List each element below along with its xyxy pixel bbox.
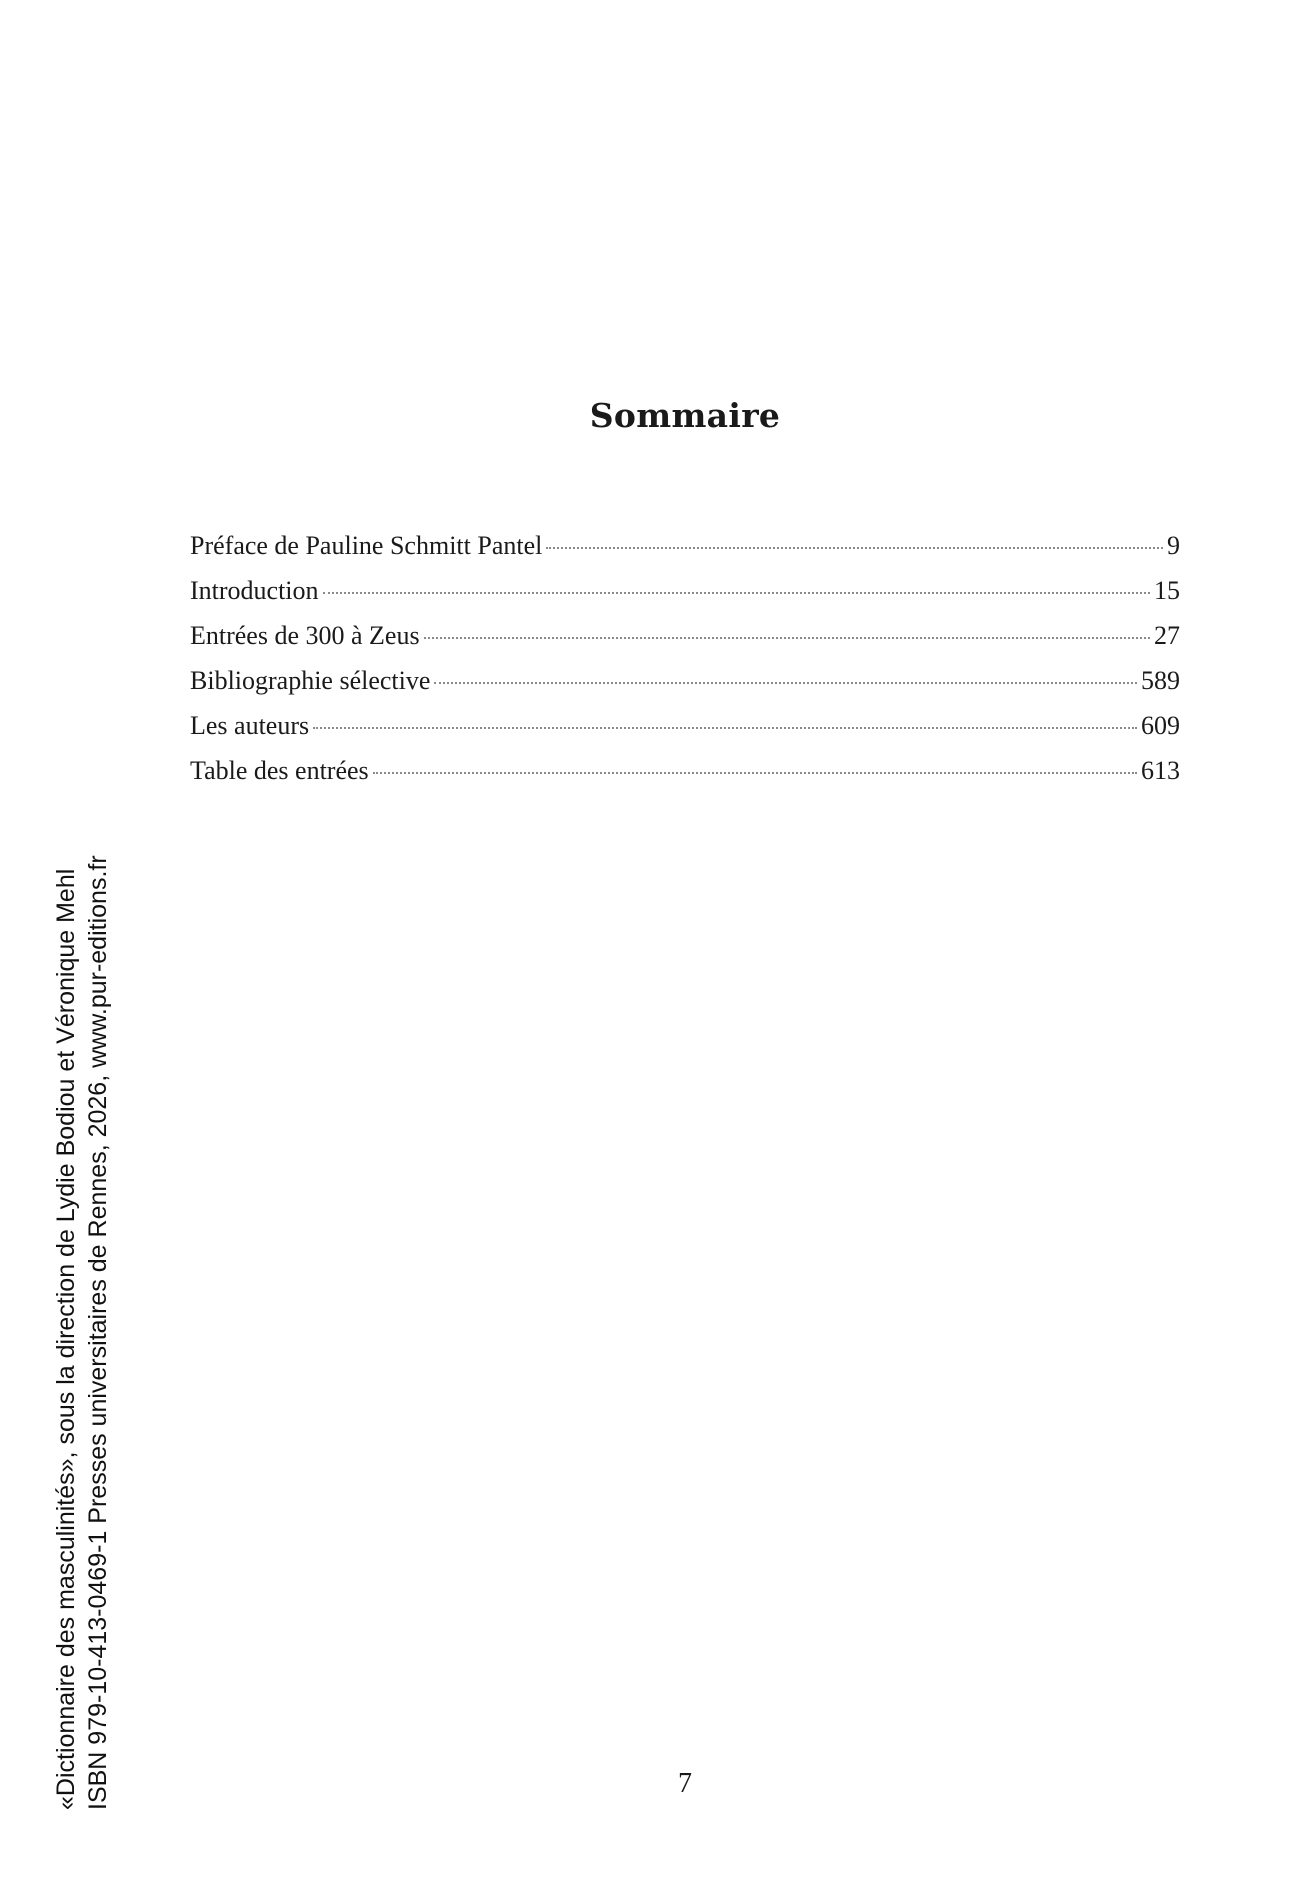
toc-leader-dots [323, 592, 1150, 594]
toc-entry-label: Bibliographie sélective [190, 666, 431, 695]
copyright-side-note [50, 855, 114, 1810]
toc-entry-page: 613 [1141, 756, 1180, 785]
toc-entry-label: Entrées de 300 à Zeus [190, 621, 420, 650]
toc-entry-label: Introduction [190, 576, 319, 605]
page-title: Sommaire [589, 396, 781, 435]
toc-leader-dots [546, 547, 1163, 549]
toc-entry-label: Table des entrées [190, 756, 369, 785]
page-number: 7 [678, 1768, 692, 1799]
toc-leader-dots [373, 772, 1137, 774]
toc-entry-page: 27 [1154, 621, 1180, 650]
side-note-line-1: «Dictionnaire des masculinités», sous la direction de Lydie Bodiou et Véronique Mehl [52, 868, 80, 1810]
toc-leader-dots [313, 727, 1137, 729]
toc-entry-label: Les auteurs [190, 711, 310, 740]
toc-entry-page: 589 [1141, 666, 1180, 695]
toc-entry-page: 609 [1141, 711, 1180, 740]
toc-entry-page: 9 [1167, 531, 1180, 560]
toc-entry [190, 529, 1180, 574]
toc-leader-dots [424, 637, 1150, 639]
toc-entry [190, 619, 1180, 664]
table-of-contents [190, 529, 1180, 799]
toc-entry [190, 664, 1180, 709]
toc-entry-page: 15 [1154, 576, 1180, 605]
toc-leader-dots [434, 682, 1137, 684]
toc-entry [190, 754, 1180, 799]
toc-entry [190, 709, 1180, 754]
side-note-line-2: ISBN 979-10-413-0469-1 Presses universitaires de Rennes, 2026, www.pur-editions.fr [84, 855, 112, 1810]
toc-entry-label: Préface de Pauline Schmitt Pantel [190, 531, 543, 560]
toc-entry [190, 574, 1180, 619]
